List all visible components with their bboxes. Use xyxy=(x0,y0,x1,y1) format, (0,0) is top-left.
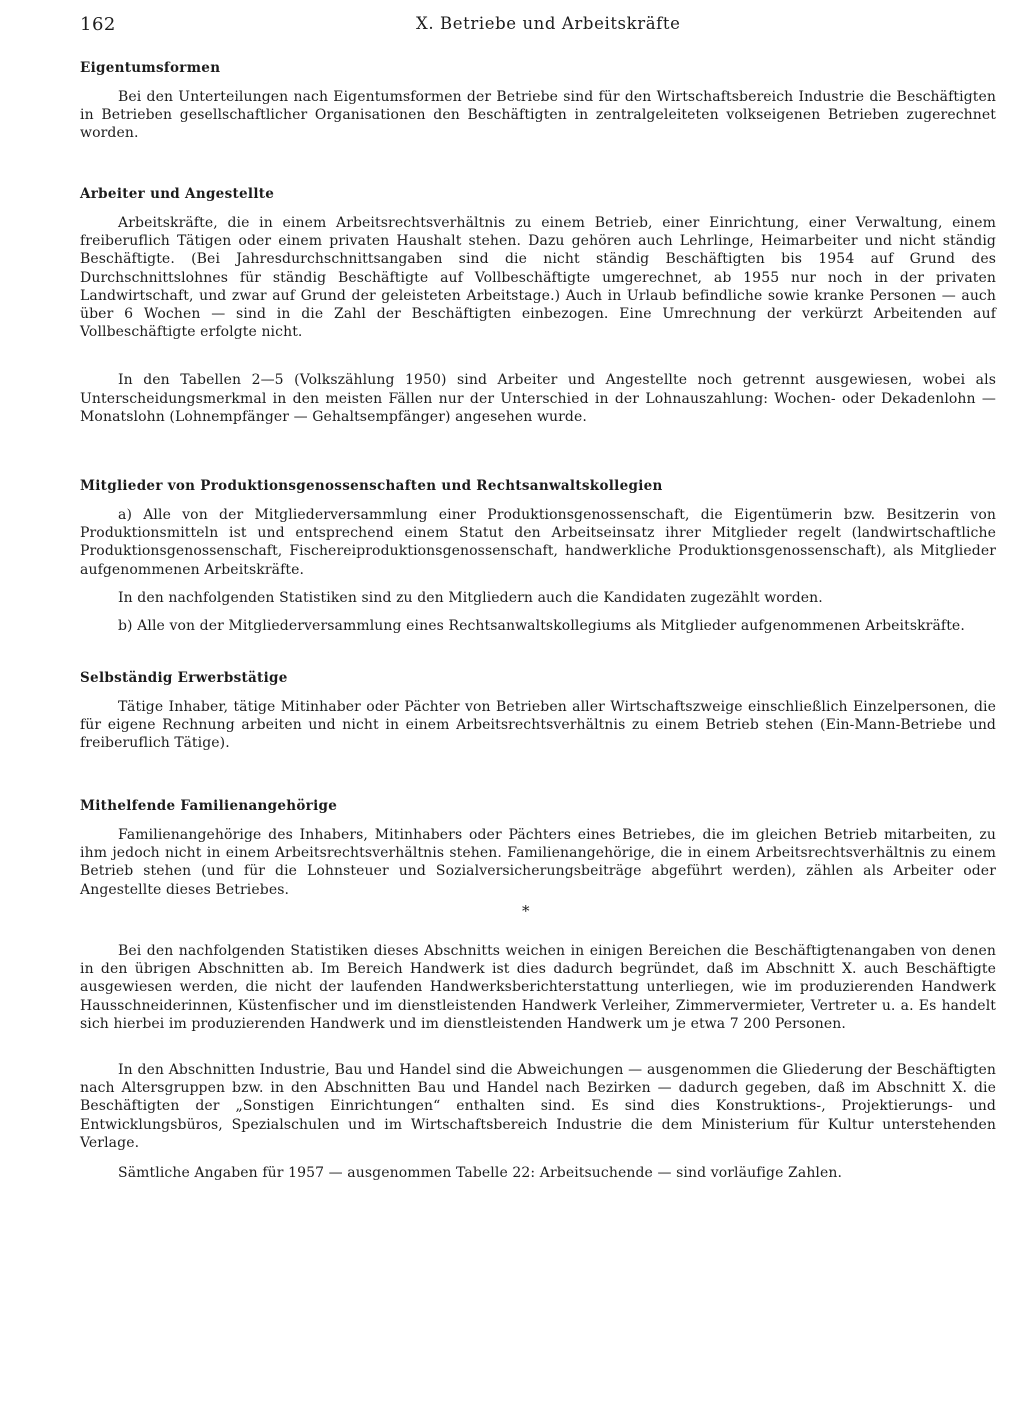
paragraph: Sämtliche Angaben für 1957 — ausgenommen Tabelle 22: Arbeitsuchende — sind vorläufige Zahlen. xyxy=(118,1165,843,1182)
paragraph: Tätige Inhaber, tätige Mitinhaber oder Pächter von Betrieben aller Wirtschaftszweige einschließlich Einzelpersonen, die für eigene Rechnung arbeiten und nicht in einem Arbeitsrechtsverhältnis zu einem Betrieb stehen (Ein-Mann-Betriebe und freiberuflich Tätige). xyxy=(80,699,996,752)
section-heading: Arbeiter und Angestellte xyxy=(80,186,275,202)
paragraph: In den nachfolgenden Statistiken sind zu den Mitgliedern auch die Kandidaten zugezählt worden. xyxy=(118,589,823,606)
paragraph: In den Abschnitten Industrie, Bau und Handel sind die Abweichungen — ausgenommen die Gliederung der Beschäftigten nach Altersgruppen bzw. in den Abschnitten Bau und Handel nach Bezirken — dadurch gegeben, daß im Abschnitt X. die Beschäftigten der „Sonstigen Einrichtungen“ enthalten sind. Es sind dies Konstruktions-, Projektierungs- und Entwicklungsbüros, Spezialschulen und im Wirtschaftsbereich Industrie die dem Ministerium für Kultur unterstehenden Verlage. xyxy=(80,1062,996,1151)
paragraph: a) Alle von der Mitgliederversammlung einer Produktionsgenossenschaft, die Eigentümerin bzw. Besitzerin von Produktionsmitteln ist und entsprechend einem Statut den Arbeitseinsatz ihrer Mitglieder regelt (landwirtschaftliche Produktionsgenossenschaft, Fischereiproduktionsgenossenschaft, handwerkliche Produktionsgenossenschaft), als Mitglieder aufgenommenen Arbeitskräfte. xyxy=(80,507,996,578)
paragraph: Arbeitskräfte, die in einem Arbeitsrechtsverhältnis zu einem Betrieb, einer Einrichtung, einer Verwaltung, einem freiberuflich Tätigen oder einem privaten Haushalt stehen. Dazu gehören auch Lehrlinge, Heimarbeiter und nicht ständig Beschäftigte. (Bei Jahresdurchschnittsangaben sind die nicht ständig Beschäftigten bis 1954 auf Grund des Durchschnittslohnes für ständig Beschäftigte auf Vollbeschäftigte umgerechnet, ab 1955 nur noch in der privaten Landwirtschaft, und zwar auf Grund der geleisteten Arbeitstage.) Auch in Urlaub befindliche sowie kranke Personen — auch über 6 Wochen — sind in die Zahl der Beschäftigten einbezogen. Eine Umrechnung der verkürzt Arbeitenden auf Vollbeschäftigte erfolgte nicht. xyxy=(80,215,996,341)
section-mithelfende xyxy=(80,796,996,899)
paragraph: b) Alle von der Mitgliederversammlung eines Rechtsanwaltskollegiums als Mitglieder aufgenommenen Arbeitskräfte. xyxy=(118,618,965,635)
section-mitglieder xyxy=(80,476,996,635)
paragraph: Bei den nachfolgenden Statistiken dieses Abschnitts weichen in einigen Bereichen die Beschäftigtenangaben von denen in den übrigen Abschnitten ab. Im Bereich Handwerk ist dies dadurch begründet, daß im Abschnitt X. auch Beschäftigte ausgewiesen werden, die nicht der laufenden Handwerksberichterstattung unterliegen, wie im produzierenden Handwerk Hausschneiderinnen, Küstenfischer und im dienstleistenden Handwerk Verleiher, Zimmervermieter, Vertreter u. a. Es handelt sich hierbei im produzierenden Handwerk und im dienstleistenden Handwerk um je etwa 7 200 Personen. xyxy=(80,943,996,1032)
section-heading: Mithelfende Familienangehörige xyxy=(80,798,338,814)
running-head: X. Betriebe und Arbeitskräfte xyxy=(416,14,681,33)
section-heading: Selbständig Erwerbstätige xyxy=(80,670,288,686)
section-eigentumsformen xyxy=(80,58,996,143)
page-number: 162 xyxy=(80,14,116,35)
paragraph: Familienangehörige des Inhabers, Mitinhabers oder Pächters eines Betriebes, die im gleichen Betrieb mitarbeiten, zu ihm jedoch nicht in einem Arbeitsrechtsverhältnis stehen. Familienangehörige, die in einem Arbeitsrechtsverhältnis zu einem Betrieb stehen (und für die Lohnsteuer und Sozialversicherungsbeiträge abgeführt werden), zählen als Arbeiter oder Angestellte dieses Betriebes. xyxy=(80,827,996,898)
paragraph: Bei den Unterteilungen nach Eigentumsformen der Betriebe sind für den Wirtschaftsbereich Industrie die Beschäftigten in Betrieben gesellschaftlicher Organisationen den Beschäftigten in zentralgeleiteten volkseigenen Betrieben zugerechnet worden. xyxy=(80,89,996,142)
section-separator: * xyxy=(522,902,530,920)
section-heading: Eigentumsformen xyxy=(80,60,221,76)
section-heading: Mitglieder von Produktionsgenossenschaften und Rechtsanwaltskollegien xyxy=(80,478,663,494)
section-notes xyxy=(80,942,996,1182)
section-arbeiter-angestellte xyxy=(80,184,996,426)
paragraph: In den Tabellen 2—5 (Volkszählung 1950) sind Arbeiter und Angestellte noch getrennt ausgewiesen, wobei als Unterscheidungsmerkmal in den meisten Fällen nur der Unterschied in der Lohnauszahlung: Wochen- oder Dekadenlohn — Monatslohn (Lohnempfänger — Gehaltsempfänger) angesehen wurde. xyxy=(80,372,996,425)
section-selbstaendig xyxy=(80,668,996,753)
page-header xyxy=(80,14,1000,42)
